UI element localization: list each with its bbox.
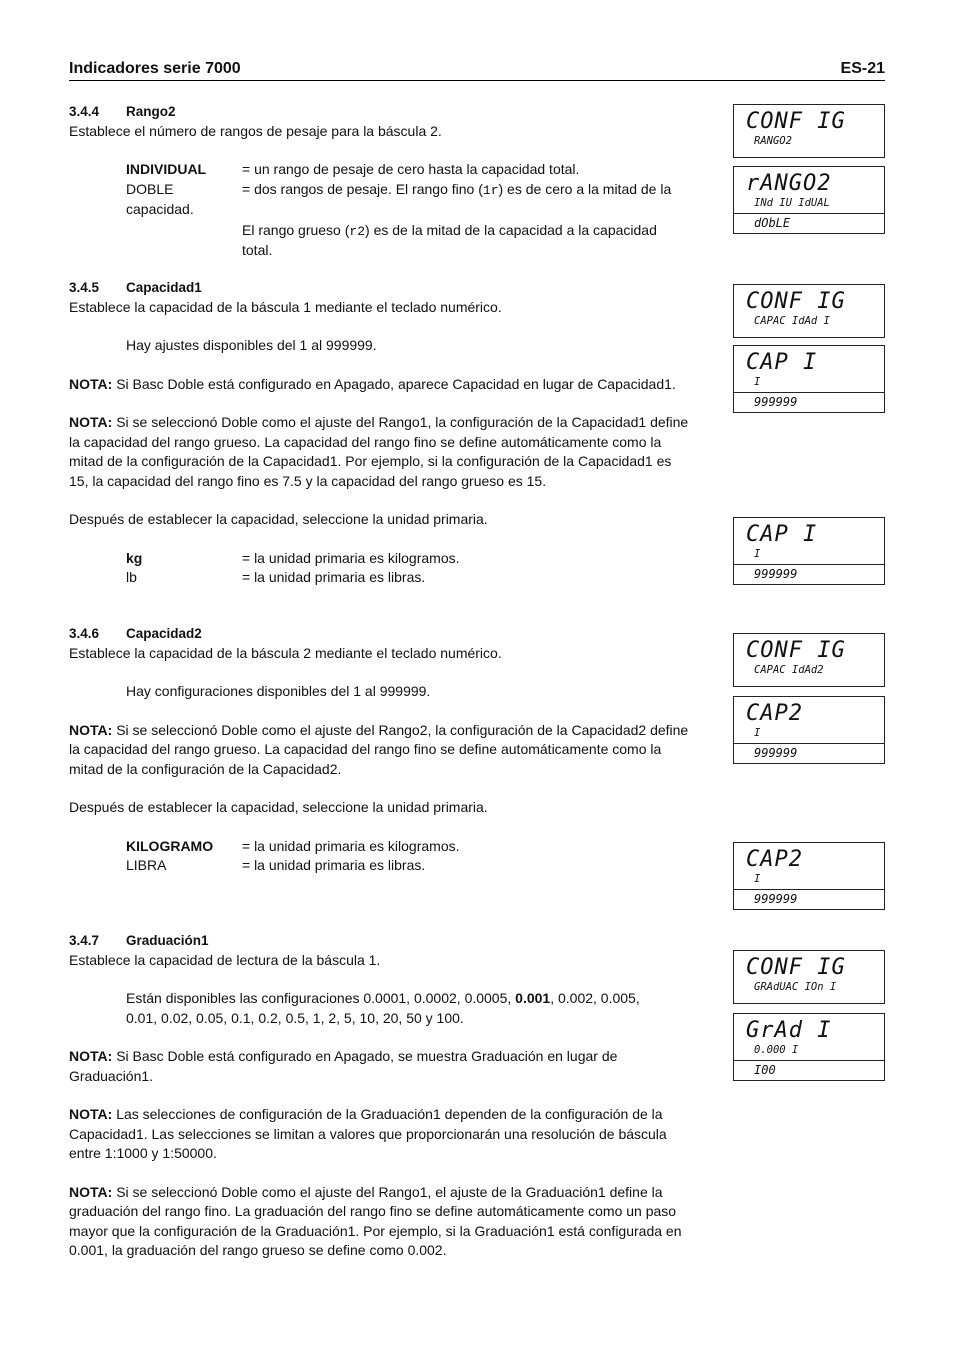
note: NOTA: Si se seleccionó Doble como el ajuste del Rango2, la configuración de la Capacidad2 define xyxy=(69,721,689,738)
unit-row: kg = la unidad primaria es kilogramos. xyxy=(126,549,460,566)
note: NOTA: Si se seleccionó Doble como el ajuste del Rango1, el ajuste de la Graduación1 define la xyxy=(69,1183,663,1200)
available-values: Están disponibles las configuraciones 0.0001, 0.0002, 0.0005, 0.001, 0.002, 0.005, xyxy=(126,990,640,1006)
unit-row: KILOGRAMO = la unidad primaria es kilogramos. xyxy=(126,837,460,854)
lcd-display: CONF IG GRAdUAC IOn I xyxy=(733,950,885,1004)
lcd-display: CAP2 I 999999 xyxy=(733,696,885,764)
note: NOTA: Si se seleccionó Doble como el ajuste del Rango1, la configuración de la Capacidad1 define xyxy=(69,414,689,430)
lcd-display: CAP I I 999999 xyxy=(733,517,885,585)
section-heading: 3.4.4 Rango2 xyxy=(69,104,176,119)
section-3-4-5: 3.4.5 Capacidad1 Establece la capacidad de la báscula 1 mediante el teclado numérico. Hay ajustes disponibles del 1 al 999999. NOTA: Si Basc Doble está configurado en Apagado, aparece Capacidad en lugar de Capacidad1. NOTA: Si se seleccionó Doble como el ajuste del Rango1, la configuración de la Capacidad1 define la capacidad del rango grueso. La capacidad del rango fino se define automáticamente como la mitad de la configuración de la Capacidad1. Por ejemplo, si la configuración de la Capacidad1 es 15, la capacidad del rango fino es 7.5 y la capacidad del rango grueso es 15. Después de establecer la capacidad, seleccione la unidad primaria. kg = la unidad primaria es kilogramos. lb = la unidad primaria es libras. xyxy=(69,278,709,588)
unit-row: LIBRA = la unidad primaria es libras. xyxy=(126,857,426,873)
note: NOTA: Si Basc Doble está configurado en Apagado, aparece Capacidad en lugar de Capacidad1. xyxy=(69,375,676,392)
section-3-4-7: 3.4.7 Graduación1 Establece la capacidad de lectura de la báscula 1. Están disponibles las configuraciones 0.0001, 0.0002, 0.0005, 0.001, 0.002, 0.005, 0.01, 0.02, 0.05, 0.1, 0.2, 0.5, 1, 2, 5, 10, 20, 50 y 100. NOTA: Si Basc Doble está configurado en Apagado, se muestra Graduación en lugar de Graduación1. NOTA: Las selecciones de configuración de la Graduación1 dependen de la configuración de la Capacidad1. Las selecciones se limitan a valores que proporcionarán una resolución de báscula entre 1:1000 y 1:50000. NOTA: Si se seleccionó Doble como el ajuste del Rango1, el ajuste de la Graduación1 define la graduación del rango fino. La graduación del rango fino se define automáticamente como un paso mayor que la configuración de la Graduación1. Por ejemplo, si la Graduación1 está configurada en 0.001, la graduación del rango grueso se define como 0.002. xyxy=(69,931,709,1261)
section-heading: 3.4.5 Capacidad1 xyxy=(69,280,202,295)
option-row: DOBLE = dos rangos de pesaje. El rango fino (1r) es de cero a la mitad de la xyxy=(126,180,672,198)
header-title: Indicadores serie 7000 xyxy=(69,60,241,77)
lcd-display: GrAd I 0.000 I I00 xyxy=(733,1013,885,1081)
page-header xyxy=(69,60,885,81)
lcd-display: CAP2 I 999999 xyxy=(733,842,885,910)
section-heading: 3.4.7 Graduación1 xyxy=(69,933,209,948)
lcd-display: CONF IG CAPAC IdAd I xyxy=(733,284,885,338)
option-row: INDIVIDUAL = un rango de pesaje de cero hasta la capacidad total. xyxy=(126,161,580,177)
lcd-display: CAP I I 999999 xyxy=(733,345,885,413)
note-grueso: El rango grueso (r2) es de la mitad de la capacidad a la capacidad xyxy=(242,221,657,239)
section-3-4-4: 3.4.4 Rango2 Establece el número de rangos de pesaje para la báscula 2. INDIVIDUAL = un rango de pesaje de cero hasta la capacidad total. DOBLE = dos rangos de pesaje. El rango fino (1r) es de cero a la mitad de la capacidad. El rango grueso (r2) es de la mitad de la capacidad a la capacidad total. xyxy=(69,102,709,261)
lcd-display: CONF IG CAPAC IdAd2 xyxy=(733,633,885,687)
note: NOTA: Si Basc Doble está configurado en Apagado, se muestra Graduación en lugar de xyxy=(69,1048,618,1064)
section-3-4-6: 3.4.6 Capacidad2 Establece la capacidad de la báscula 2 mediante el teclado numérico. Hay configuraciones disponibles del 1 al 999999. NOTA: Si se seleccionó Doble como el ajuste del Rango2, la configuración de la Capacidad2 define la capacidad del rango grueso. La capacidad del rango fino se define automáticamente como la mitad de la configuración de la Capacidad2. Después de establecer la capacidad, seleccione la unidad primaria. KILOGRAMO = la unidad primaria es kilogramos. LIBRA = la unidad primaria es libras. xyxy=(69,624,709,876)
page-number: ES-21 xyxy=(840,60,885,77)
section-heading: 3.4.6 Capacidad2 xyxy=(69,626,202,641)
section-desc: Establece el número de rangos de pesaje para la báscula 2. xyxy=(69,122,442,139)
unit-row: lb = la unidad primaria es libras. xyxy=(126,569,426,585)
lcd-display: CONF IG RANGO2 xyxy=(733,104,885,158)
note: NOTA: Las selecciones de configuración de la Graduación1 dependen de la configuración de la xyxy=(69,1106,663,1122)
lcd-display: rANGO2 INd IU IdUAL dObLE xyxy=(733,166,885,234)
